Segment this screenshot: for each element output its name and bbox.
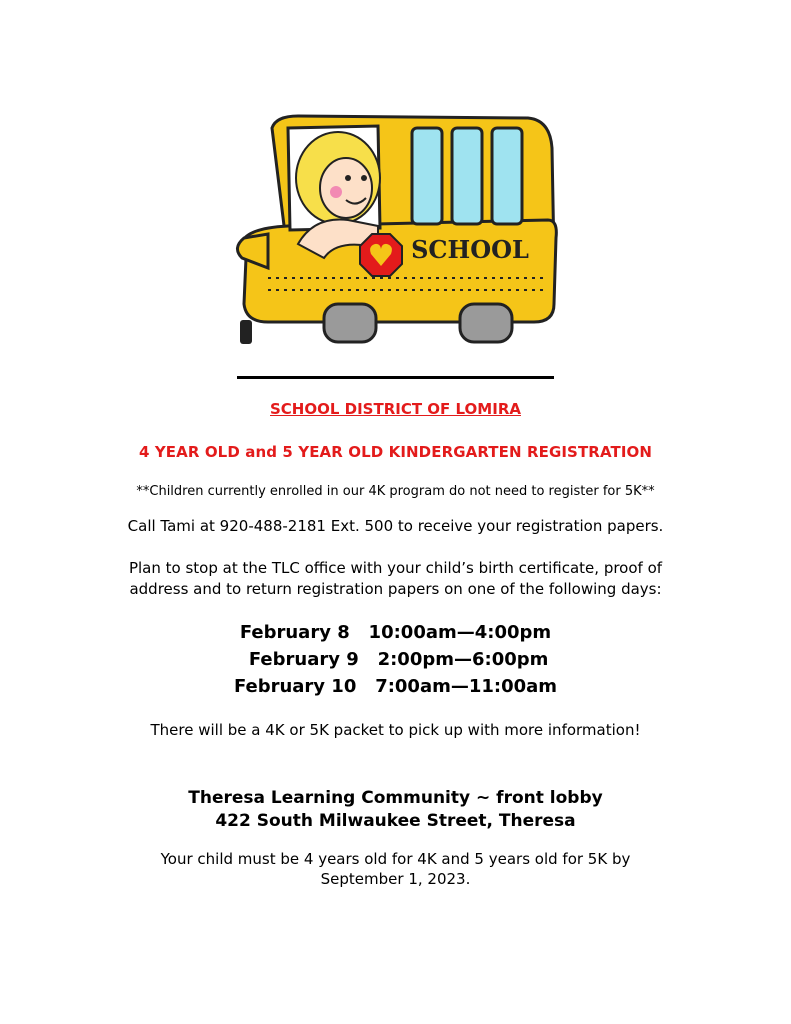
divider-line	[237, 376, 554, 379]
location-address: 422 South Milwaukee Street, Theresa	[215, 811, 576, 831]
date-label: February 9	[248, 649, 359, 670]
registration-dates	[0, 619, 791, 700]
time-range: 7:00am—11:00am	[375, 676, 558, 697]
school-bus-illustration	[228, 108, 558, 368]
age-line-2: September 1, 2023.	[320, 870, 471, 888]
time-range: 2:00pm—6:00pm	[377, 649, 549, 670]
date-row	[0, 673, 791, 700]
age-requirement	[0, 849, 791, 889]
date-row	[0, 646, 791, 673]
time-range: 10:00am—4:00pm	[368, 622, 552, 643]
plan-line-2: address and to return registration papers on one of the following days:	[129, 580, 662, 598]
call-instructions: Call Tami at 920-488-2181 Ext. 500 to receive your registration papers.	[127, 517, 664, 535]
location-block	[0, 787, 791, 833]
date-row	[0, 619, 791, 646]
enrollment-note: **Children currently enrolled in our 4K program do not need to register for 5K**	[136, 484, 655, 499]
district-title: SCHOOL DISTRICT OF LOMIRA	[270, 400, 521, 418]
date-label: February 8	[239, 622, 350, 643]
bus-sign-text: SCHOOL	[411, 235, 529, 264]
packet-info: There will be a 4K or 5K packet to pick up with more information!	[150, 721, 641, 739]
location-name: Theresa Learning Community ~ front lobby	[188, 788, 603, 808]
age-line-1: Your child must be 4 years old for 4K and 5 years old for 5K by	[160, 850, 631, 868]
date-label: February 10	[233, 676, 357, 697]
registration-heading: 4 YEAR OLD and 5 YEAR OLD KINDERGARTEN REGISTRATION	[138, 443, 653, 461]
plan-line-1: Plan to stop at the TLC office with your child’s birth certificate, proof of	[128, 559, 663, 577]
plan-instructions	[0, 558, 791, 600]
